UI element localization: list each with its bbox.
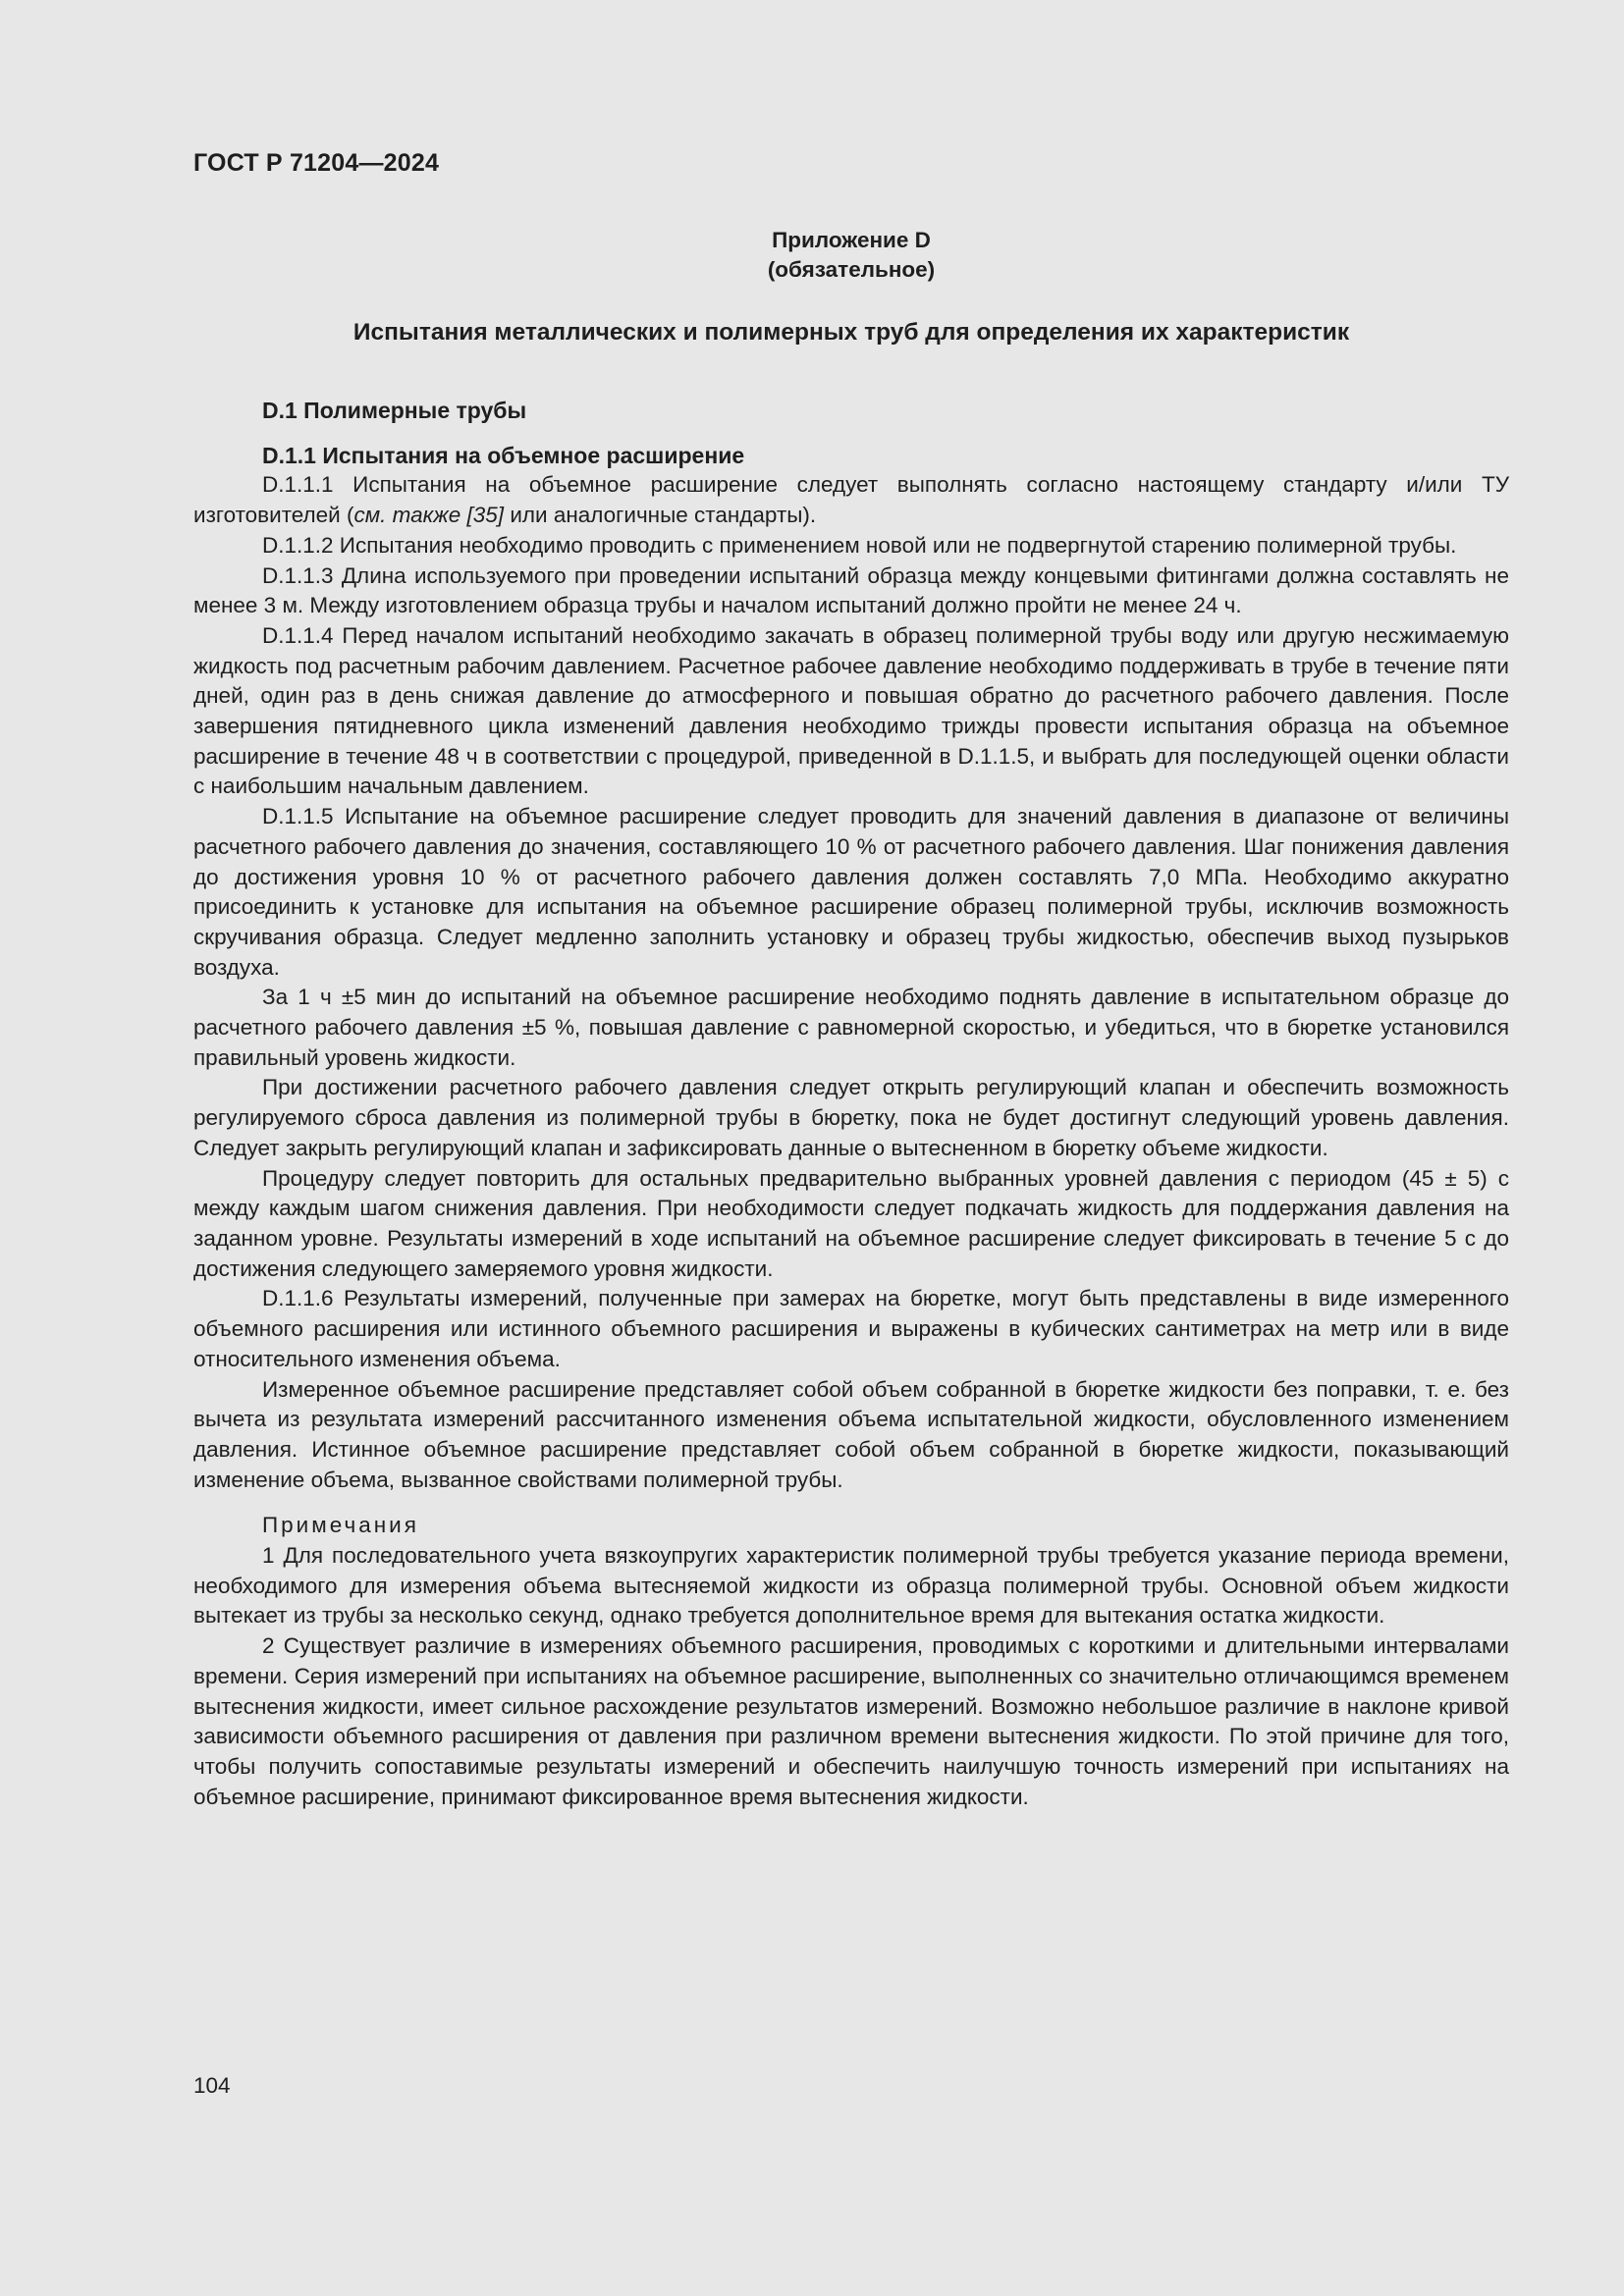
appendix-title: Испытания металлических и полимерных труб для определения их характеристик	[352, 319, 1350, 346]
paragraph-d113: D.1.1.3 Длина используемого при проведении испытаний образца между концевыми фитингами должна составлять не менее 3 м. Между изготовлением образца трубы и началом испытаний должно пройти не менее 24 ч.	[193, 562, 1509, 618]
notes-heading: Примечания	[262, 1513, 419, 1538]
reference-link: см. также [35]	[353, 503, 505, 528]
appendix-status: (обязательное)	[767, 257, 936, 282]
appendix-label: Приложение D	[772, 228, 931, 252]
note-1: 1 Для последовательного учета вязкоупругих характеристик полимерной трубы требуется указание периода времени, необходимого для измерения объема вытесняемой жидкости из образца полимерной трубы. Основной объем жидкости вытекает из трубы за несколько секунд, однако требуется дополнительное время для вытекания остатка жидкости.	[193, 1543, 1509, 1629]
section-heading-d1: D.1 Полимерные трубы	[262, 398, 527, 423]
paragraph: Измеренное объемное расширение представляет собой объем собранной в бюретке жидкости без поправки, т. е. без вычета из результата измерений рассчитанного изменения объема испытательной жидкости, обусловленного изменением давления. Истинное объемное расширение представляет собой объем собранной в бюретке жидкости, показывающий изменение объема, вызванное свойствами полимерной трубы.	[193, 1376, 1509, 1492]
paragraph: При достижении расчетного рабочего давления следует открыть регулирующий клапан и обеспечить возможность регулируемого сброса давления из полимерной трубы в бюретку, пока не будет достигнут следующий уровень давления. Следует закрыть регулирующий клапан и зафиксировать данные о вытесненном в бюретку объеме жидкости.	[193, 1075, 1509, 1160]
note-2: 2 Существует различие в измерениях объемного расширения, проводимых с короткими и длительными интервалами времени. Серия измерений при испытаниях на объемное расширение, выполненных со значительно отличающимся временем вытеснения жидкости, имеет сильное расхождение результатов измерений. Возможно небольшое различие в наклоне кривой зависимости объемного расширения от давления при различном времени вытеснения жидкости. По этой причине для того, чтобы получить сопоставимые результаты измерений и обеспечить наилучшую точность измерений при испытаниях на объемное расширение, принимают фиксированное время вытеснения жидкости.	[193, 1633, 1509, 1809]
page-number: 104	[193, 2073, 231, 2098]
paragraph-text: D.1.1.1 Испытания на объемное расширение следует выполнять согласно настоящему стандарту и/или ТУ изготовителей (	[193, 472, 1509, 528]
paragraph-text: или аналогичные стандарты).	[504, 503, 817, 528]
document-body	[193, 396, 1509, 1812]
section-heading-d11: D.1.1 Испытания на объемное расширение	[262, 442, 745, 468]
paragraph: Процедуру следует повторить для остальных предварительно выбранных уровней давления с периодом (45 ± 5) с между каждым шагом снижения давления. При необходимости следует подкачать жидкость для поддержания давления на заданном уровне. Результаты измерений в ходе испытаний на объемное расширение следует фиксировать в течение 5 с до достижения следующего замеряемого уровня жидкости.	[193, 1165, 1509, 1281]
spacer	[193, 1495, 1509, 1511]
paragraph-d115: D.1.1.5 Испытание на объемное расширение следует проводить для значений давления в диапазоне от величины расчетного рабочего давления до значения, составляющего 10 % от расчетного рабочего давления. Шаг понижения давления до достижения уровня 10 % от расчетного рабочего давления должен составлять 7,0 МПа. Необходимо аккуратно присоединить к установке для испытания на объемное расширение образец полимерной трубы, исключив возможность скручивания образца. Следует медленно заполнить установку и образец трубы жидкостью, обеспечив выход пузырьков воздуха.	[193, 804, 1509, 980]
paragraph: За 1 ч ±5 мин до испытаний на объемное расширение необходимо поднять давление в испытательном образце до расчетного рабочего давления ±5 %, повышая давление с равномерной скоростью, и убедиться, что в бюретке установился правильный уровень жидкости.	[193, 985, 1509, 1070]
paragraph-d111	[193, 470, 1509, 530]
paragraph-d114: D.1.1.4 Перед началом испытаний необходимо закачать в образец полимерной трубы воду или другую несжимаемую жидкость под расчетным рабочим давлением. Расчетное рабочее давление необходимо поддерживать в трубе в течение пяти дней, один раз в день снижая давление до атмосферного и повышая обратно до расчетного рабочего давления. После завершения пятидневного цикла изменений давления необходимо трижды провести испытания образца на объемное расширение в течение 48 ч в соответствии с процедурой, приведенной в D.1.1.5, и выбрать для последующей оценки области с наибольшим начальным давлением.	[193, 622, 1509, 799]
paragraph-d112: D.1.1.2 Испытания необходимо проводить с применением новой или не подвергнутой старению полимерной трубы.	[262, 532, 1457, 558]
paragraph-d116: D.1.1.6 Результаты измерений, полученные при замерах на бюретке, могут быть представлены в виде измеренного объемного расширения или истинного объемного расширения и выражены в кубических сантиметрах на метр или в виде относительного изменения объема.	[193, 1286, 1509, 1371]
appendix-heading	[193, 226, 1509, 285]
document-code: ГОСТ Р 71204—2024	[193, 149, 440, 177]
